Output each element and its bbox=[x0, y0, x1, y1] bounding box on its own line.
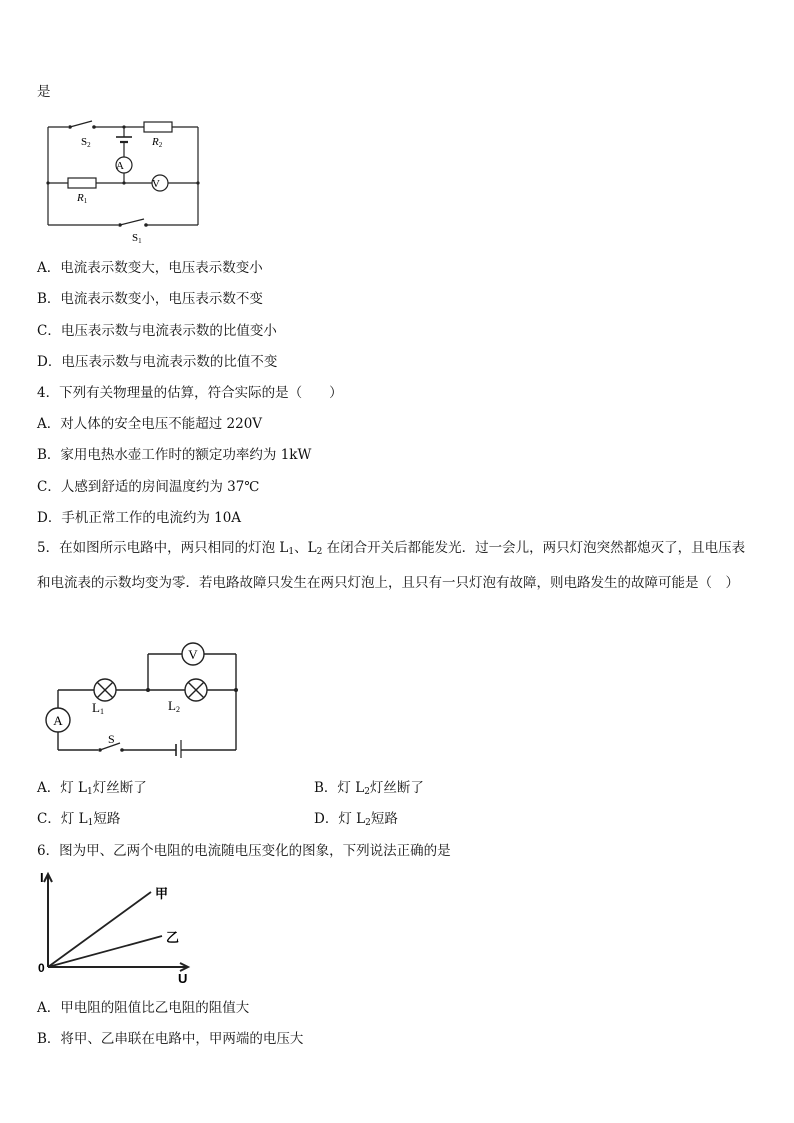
switch-s2-label: S bbox=[81, 136, 88, 148]
origin-label: 0 bbox=[38, 961, 45, 975]
lamp-l2-label: L bbox=[168, 698, 176, 713]
line-yi bbox=[48, 936, 162, 967]
q6-option-a: A．甲电阻的阻值比乙电阻的阻值大 bbox=[37, 1000, 250, 1016]
svg-text:L2: L2 bbox=[168, 698, 180, 714]
resistor-r2-label: R bbox=[152, 136, 159, 148]
switch-s1 bbox=[120, 219, 144, 225]
question-stem-tail: 是 bbox=[37, 84, 51, 100]
ammeter-label: A bbox=[116, 160, 124, 172]
resistor-r1-label: R bbox=[77, 192, 84, 204]
q4-option-d: D．手机正常工作的电流约为 10A bbox=[37, 510, 242, 526]
q6-stem: 6．图为甲、乙两个电阻的电流随电压变化的图象，下列说法正确的是 bbox=[37, 843, 451, 859]
voltmeter-label-q5: V bbox=[188, 647, 198, 662]
svg-text:R2: R2 bbox=[152, 136, 163, 149]
line-jia bbox=[48, 892, 151, 967]
q3-option-b: B．电流表示数变小，电压表示数不变 bbox=[37, 291, 263, 307]
q5-option-d: D．灯 $L_2$短路 bbox=[314, 811, 398, 828]
line-yi-label: 乙 bbox=[166, 931, 180, 946]
q3-option-d: D．电压表示数与电流表示数的比值不变 bbox=[37, 354, 278, 370]
q4-option-c: C．人感到舒适的房间温度约为 37℃ bbox=[37, 479, 260, 495]
q5-stem: 5．在如图所示电路中，两只相同的灯泡 $L_1$、$L_2$ 在闭合开关后都能发光．过一会儿，两只灯泡突然都熄灭了，且电压表和电流表的示数均变为零．若电路故障只发生在两只灯泡上，且只有一只灯泡有故障，则电路发生的故障可能是（ ） bbox=[37, 540, 746, 591]
svg-text:L1: L1 bbox=[92, 700, 104, 716]
switch-label-q5: S bbox=[108, 732, 115, 746]
q6-iu-graph bbox=[36, 868, 206, 983]
voltmeter-label: V bbox=[152, 178, 160, 190]
switch-s2 bbox=[70, 121, 92, 127]
q3-circuit-diagram bbox=[40, 115, 210, 245]
q5-option-b: B．灯 $L_2$灯丝断了 bbox=[314, 780, 424, 797]
line-jia-label: 甲 bbox=[155, 887, 169, 902]
q5-circuit-diagram bbox=[40, 640, 250, 758]
y-axis-label: I bbox=[40, 870, 44, 885]
q3-option-a: A．电流表示数变大，电压表示数变小 bbox=[37, 260, 263, 276]
q6-option-b: B．将甲、乙串联在电路中，甲两端的电压大 bbox=[37, 1031, 304, 1047]
svg-text:R1: R1 bbox=[77, 192, 88, 205]
q4-option-b: B．家用电热水壶工作时的额定功率约为 1kW bbox=[37, 447, 312, 463]
ammeter-label-q5: A bbox=[53, 713, 63, 728]
q4-option-a: A．对人体的安全电压不能超过 220V bbox=[37, 416, 263, 432]
q5-option-a: A．灯 $L_1$灯丝断了 bbox=[37, 780, 147, 797]
svg-text:S1: S1 bbox=[132, 232, 142, 245]
q4-stem: 4．下列有关物理量的估算，符合实际的是（ ） bbox=[37, 385, 343, 401]
resistor-r1 bbox=[68, 178, 96, 188]
resistor-r2 bbox=[144, 122, 172, 132]
svg-text:S2: S2 bbox=[81, 136, 91, 149]
q5-option-c: C．灯 $L_1$短路 bbox=[37, 811, 121, 828]
lamp-l1-label: L bbox=[92, 700, 100, 715]
q3-option-c: C．电压表示数与电流表示数的比值变小 bbox=[37, 323, 277, 339]
x-axis-label: U bbox=[178, 971, 188, 983]
switch-s1-label: S bbox=[132, 232, 139, 244]
